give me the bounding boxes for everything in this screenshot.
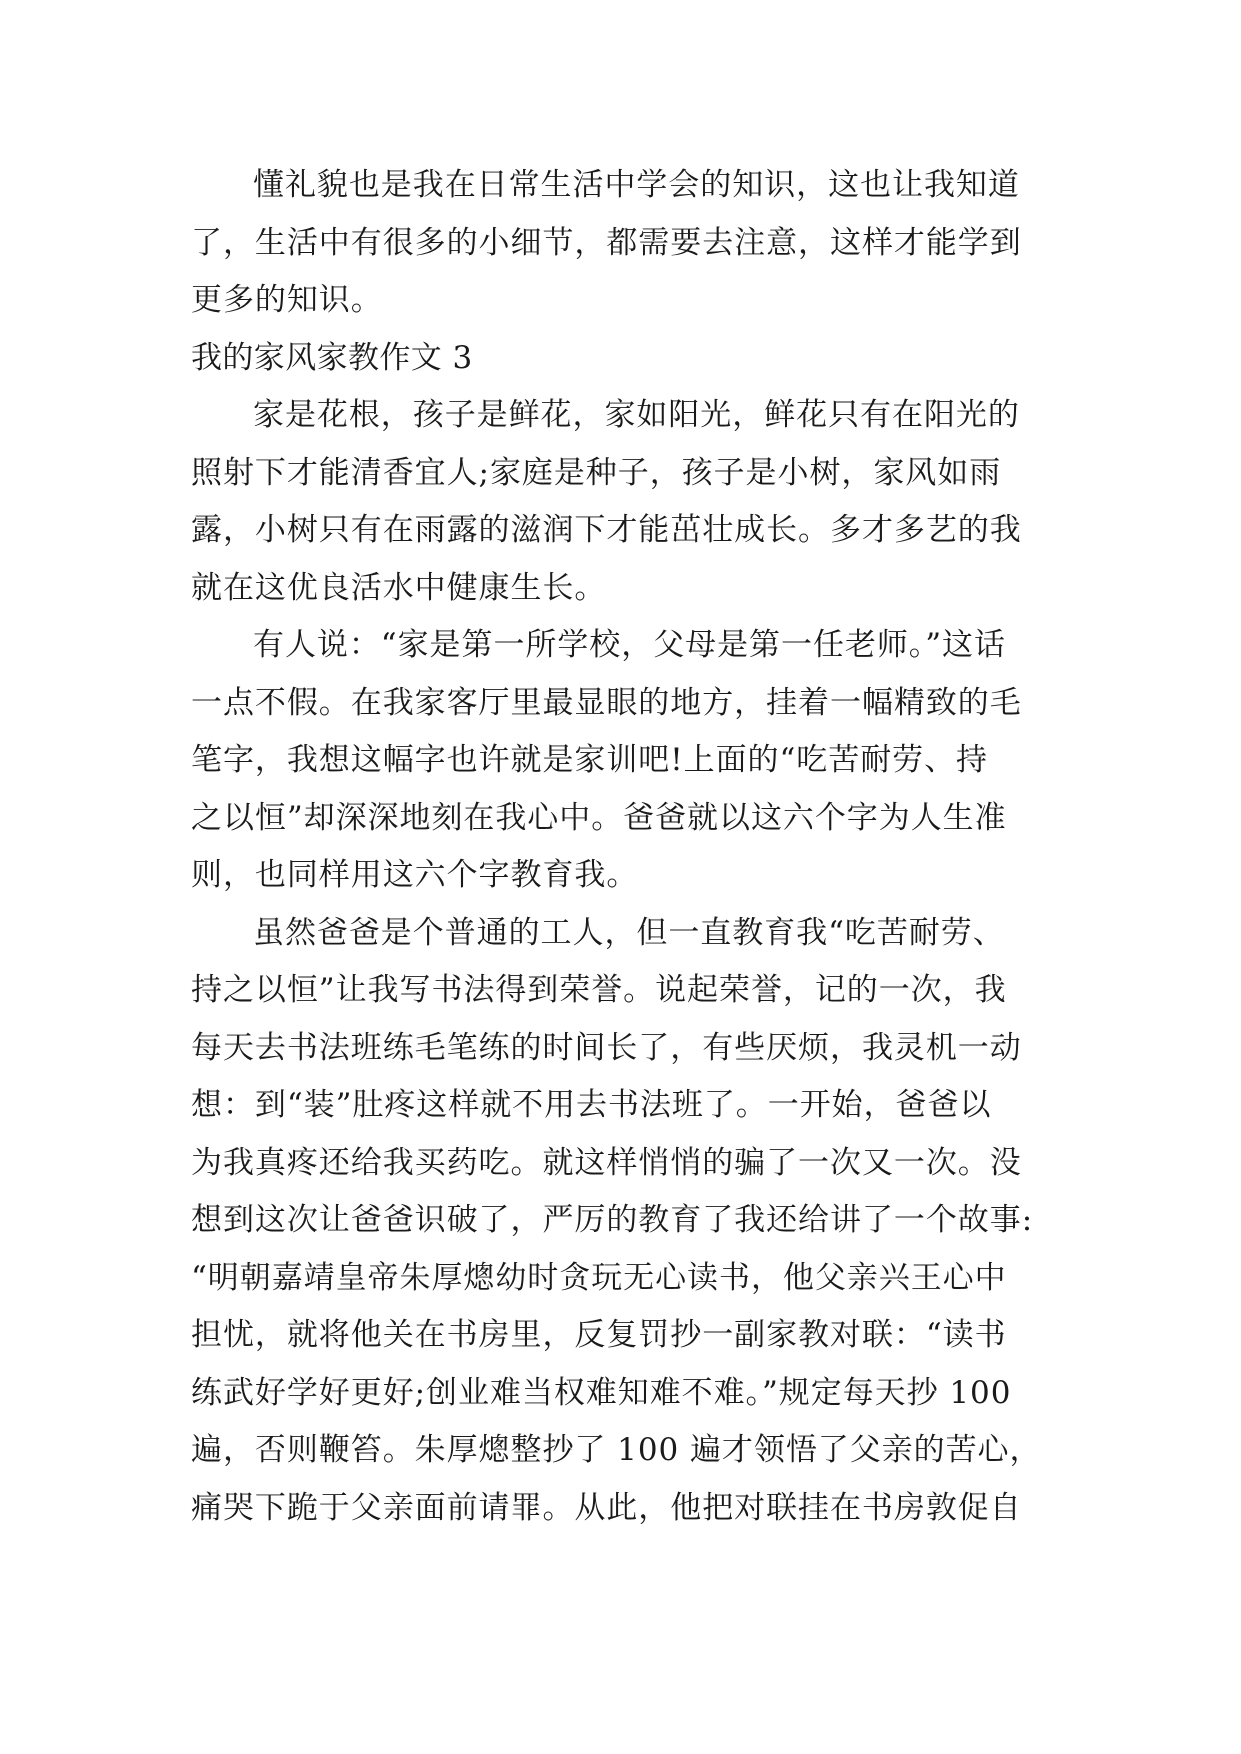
text-line: 练武好学好更好;创业难当权难知难不难。”规定每天抄 100 bbox=[191, 1374, 1012, 1411]
document-body bbox=[191, 157, 1051, 1537]
text-line: 为我真疼还给我买药吃。就这样悄悄的骗了一次又一次。没 bbox=[191, 1144, 1022, 1181]
text-line: 懂礼貌也是我在日常生活中学会的知识，这也让我知道 bbox=[253, 167, 1020, 203]
text-line: 则，也同样用这六个字教育我。 bbox=[191, 857, 639, 893]
text-line: 想：到“装”肚疼这样就不用去书法班了。一开始，爸爸以 bbox=[191, 1087, 992, 1123]
text-line: 之以恒”却深深地刻在我心中。爸爸就以这六个字为人生准 bbox=[191, 799, 1007, 836]
text-line: 露，小树只有在雨露的滋润下才能茁壮成长。多才多艺的我 bbox=[191, 512, 1022, 548]
text-line: 想到这次让爸爸识破了，严厉的教育了我还给讲了一个故事: bbox=[191, 1202, 1034, 1238]
text-line: 就在这优良活水中健康生长。 bbox=[191, 569, 607, 606]
text-line: 持之以恒”让我写书法得到荣誉。说起荣誉，记的一次，我 bbox=[191, 972, 1007, 1008]
text-line: 照射下才能清香宜人;家庭是种子，孩子是小树，家风如雨 bbox=[191, 454, 1002, 491]
text-line: 每天去书法班练毛笔练的时间长了，有些厌烦，我灵机一动 bbox=[191, 1029, 1022, 1066]
text-line: “明朝嘉靖皇帝朱厚熜幼时贪玩无心读书，他父亲兴王心中 bbox=[191, 1259, 1007, 1296]
text-line: 笔字，我想这幅字也许就是家训吧!上面的“吃苦耐劳、持 bbox=[191, 742, 989, 778]
text-line: 虽然爸爸是个普通的工人，但一直教育我“吃苦耐劳、 bbox=[253, 914, 1005, 951]
text-line: 痛哭下跪于父亲面前请罪。从此，他把对联挂在书房敦促自 bbox=[191, 1489, 1022, 1526]
text-line: 遍，否则鞭笞。朱厚熜整抄了 100 遍才领悟了父亲的苦心， bbox=[191, 1432, 1042, 1468]
text-line: 家是花根，孩子是鲜花，家如阳光，鲜花只有在阳光的 bbox=[253, 397, 1020, 433]
text-line: 更多的知识。 bbox=[191, 282, 383, 318]
text-line: 有人说：“家是第一所学校，父母是第一任老师。”这话 bbox=[253, 627, 1006, 663]
text-line: 了，生活中有很多的小细节，都需要去注意，这样才能学到 bbox=[191, 224, 1022, 261]
section-heading: 我的家风家教作文 3 bbox=[191, 339, 473, 376]
text-line: 一点不假。在我家客厅里最显眼的地方，挂着一幅精致的毛 bbox=[191, 684, 1022, 721]
text-line: 担忧，就将他关在书房里，反复罚抄一副家教对联：“读书 bbox=[191, 1317, 1007, 1353]
